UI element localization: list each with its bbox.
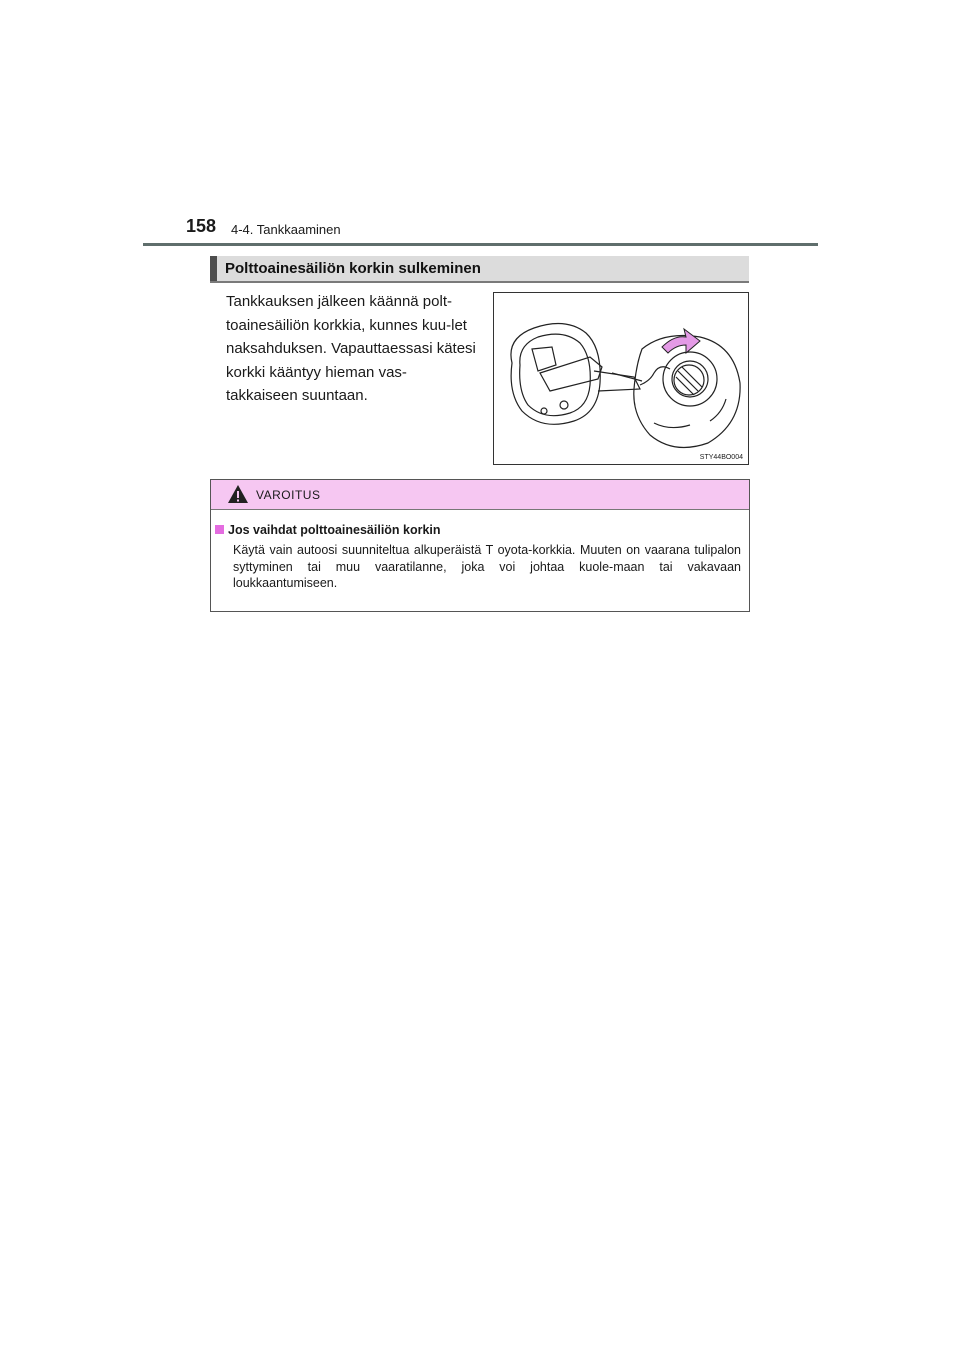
section-heading xyxy=(210,256,749,283)
warning-subtitle-row xyxy=(215,523,441,537)
section-heading-bar xyxy=(210,256,217,281)
warning-triangle-icon xyxy=(227,484,249,504)
figure-code: STY44BO004 xyxy=(699,454,743,461)
header-rule xyxy=(143,243,818,246)
section-body-text: Tankkauksen jälkeen käännä polt-toainesäiliön korkkia, kunnes kuu-let naksahduksen. Vapauttaessasi kätesi korkki kääntyy hieman vas-takkaiseen suuntaan. xyxy=(226,293,476,404)
chapter-title: 4-4. Tankkaaminen xyxy=(231,222,341,237)
fuel-door-drawing xyxy=(494,293,750,466)
warning-bullet-icon xyxy=(215,525,224,534)
warning-label: VAROITUS xyxy=(256,488,321,502)
section-title: Polttoainesäiliön korkin sulkeminen xyxy=(225,260,481,277)
fuel-cap-illustration xyxy=(493,292,749,465)
warning-subtitle: Jos vaihdat polttoainesäiliön korkin xyxy=(228,523,441,537)
warning-text: Käytä vain autoosi suunniteltua alkuperäistä T oyota-korkkia. Muuten on vaarana tulipalon syttyminen tai muu vaaratilanne, joka voi johtaa kuole-maan tai vakavaan loukkaantumiseen. xyxy=(233,543,741,590)
page-number: 158 xyxy=(186,216,217,236)
warning-box xyxy=(210,479,750,612)
warning-header xyxy=(211,480,749,510)
